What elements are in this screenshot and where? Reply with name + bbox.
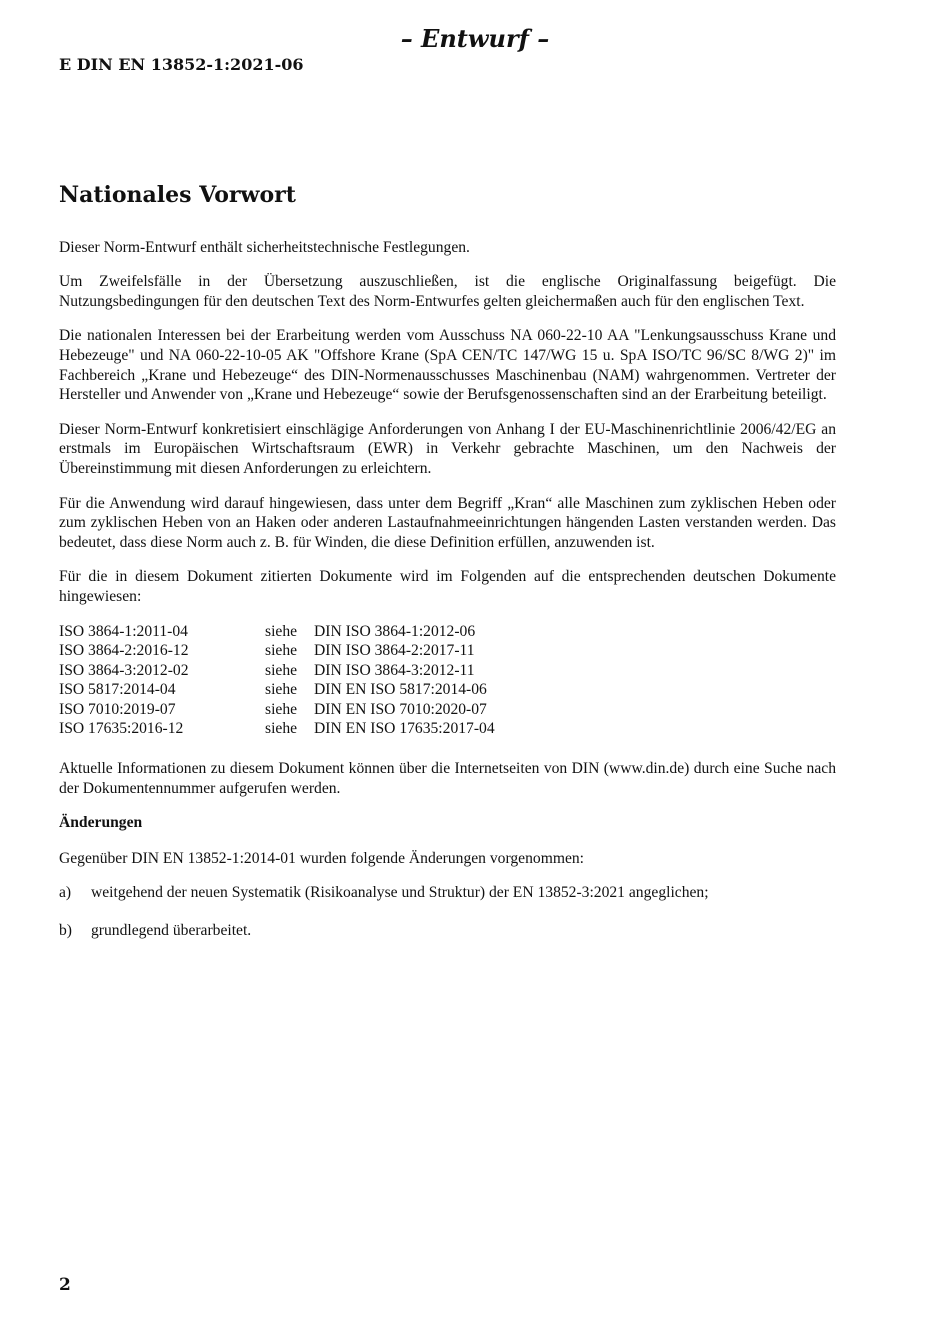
iso-reference: ISO 3864-2:2016-12 xyxy=(59,642,189,660)
document-id: E DIN EN 13852-1:2021-06 xyxy=(59,55,304,74)
changes-heading: Änderungen xyxy=(59,814,143,832)
reference-row xyxy=(59,719,836,739)
see-label: siehe xyxy=(265,622,298,640)
reference-row xyxy=(59,641,836,661)
iso-reference: ISO 3864-1:2011-04 xyxy=(59,622,188,640)
din-reference: DIN EN ISO 7010:2020-07 xyxy=(314,700,487,718)
change-item xyxy=(59,921,836,941)
reference-list xyxy=(59,622,836,740)
paragraph: Um Zweifelsfälle in der Übersetzung auszuschließen, ist die englische Originalfassung beigefügt. Die Nutzungsbedingungen für den deutschen Text des Norm-Entwurfes gelten gleichermaßen auch für den englischen Text. xyxy=(59,273,836,310)
reference-row xyxy=(59,700,836,720)
paragraph: Dieser Norm-Entwurf konkretisiert einschlägige Anforderungen von Anhang I der EU-Maschinenrichtlinie 2006/42/EG an erstmals im Europäischen Wirtschaftsraum (EWR) in Verkehr gebrachte Maschinen, um den Nachweis der Übereinstimmung mit diesen Anforderungen zu erleichtern. xyxy=(59,420,836,477)
reference-row xyxy=(59,661,836,681)
paragraph: Die nationalen Interessen bei der Erarbeitung werden vom Ausschuss NA 060-22-10 AA "Lenkungsausschuss Krane und Hebezeuge" und NA 060-22-10-05 AK "Offshore Krane (SpA CEN/TC 147/WG 15 u. SpA ISO/TC 96/SC 8/WG 2)" im Fachbereich „Krane und Hebezeuge“ des DIN-Normenausschusses Maschinenbau (NAM) wahrgenommen. Vertreter der Hersteller und Anwender von „Krane und Hebezeuge“ sowie der Berufsgenossenschaften sind an der Erarbeitung beteiligt. xyxy=(59,327,836,404)
din-reference: DIN ISO 3864-1:2012-06 xyxy=(314,622,476,640)
reference-row xyxy=(59,622,836,642)
change-item xyxy=(59,883,836,903)
info-paragraph: Aktuelle Informationen zu diesem Dokument können über die Internetseiten von DIN (www.din.de) durch eine Suche nach der Dokumentennummer aufgerufen werden. xyxy=(59,760,836,797)
national-foreword-section xyxy=(59,182,836,959)
section-title: Nationales Vorwort xyxy=(59,182,296,208)
din-reference: DIN EN ISO 17635:2017-04 xyxy=(314,720,495,738)
change-letter: a) xyxy=(59,884,72,902)
see-label: siehe xyxy=(265,661,298,679)
din-reference: DIN EN ISO 5817:2014-06 xyxy=(314,681,487,699)
paragraph: Dieser Norm-Entwurf enthält sicherheitstechnische Festlegungen. xyxy=(59,238,470,256)
change-text: weitgehend der neuen Systematik (Risikoanalyse und Struktur) der EN 13852-3:2021 angeglichen; xyxy=(91,884,709,902)
din-reference: DIN ISO 3864-3:2012-11 xyxy=(314,661,475,679)
din-reference: DIN ISO 3864-2:2017-11 xyxy=(314,642,475,660)
change-letter: b) xyxy=(59,922,72,940)
paragraph: Für die in diesem Dokument zitierten Dokumente wird im Folgenden auf die entsprechenden deutschen Dokumente hingewiesen: xyxy=(59,568,836,605)
iso-reference: ISO 17635:2016-12 xyxy=(59,720,184,738)
iso-reference: ISO 3864-3:2012-02 xyxy=(59,661,189,679)
see-label: siehe xyxy=(265,720,298,738)
change-text: grundlegend überarbeitet. xyxy=(91,922,252,940)
draft-label: – Entwurf – xyxy=(400,24,550,53)
see-label: siehe xyxy=(265,681,298,699)
see-label: siehe xyxy=(265,642,298,660)
page-number: 2 xyxy=(59,1275,71,1295)
reference-row xyxy=(59,680,836,700)
iso-reference: ISO 7010:2019-07 xyxy=(59,700,176,718)
paragraph: Für die Anwendung wird darauf hingewiesen, dass unter dem Begriff „Kran“ alle Maschinen zum zyklischen Heben oder zum zyklischen Heben von an Haken oder anderen Lastaufnahmeeinrichtungen hängenden Lasten verstanden werden. Das bedeutet, dass diese Norm auch z. B. für Winden, die diese Definition erfüllen, anzuwenden ist. xyxy=(59,494,836,551)
iso-reference: ISO 5817:2014-04 xyxy=(59,681,176,699)
see-label: siehe xyxy=(265,700,298,718)
changes-intro: Gegenüber DIN EN 13852-1:2014-01 wurden folgende Änderungen vorgenommen: xyxy=(59,849,585,867)
